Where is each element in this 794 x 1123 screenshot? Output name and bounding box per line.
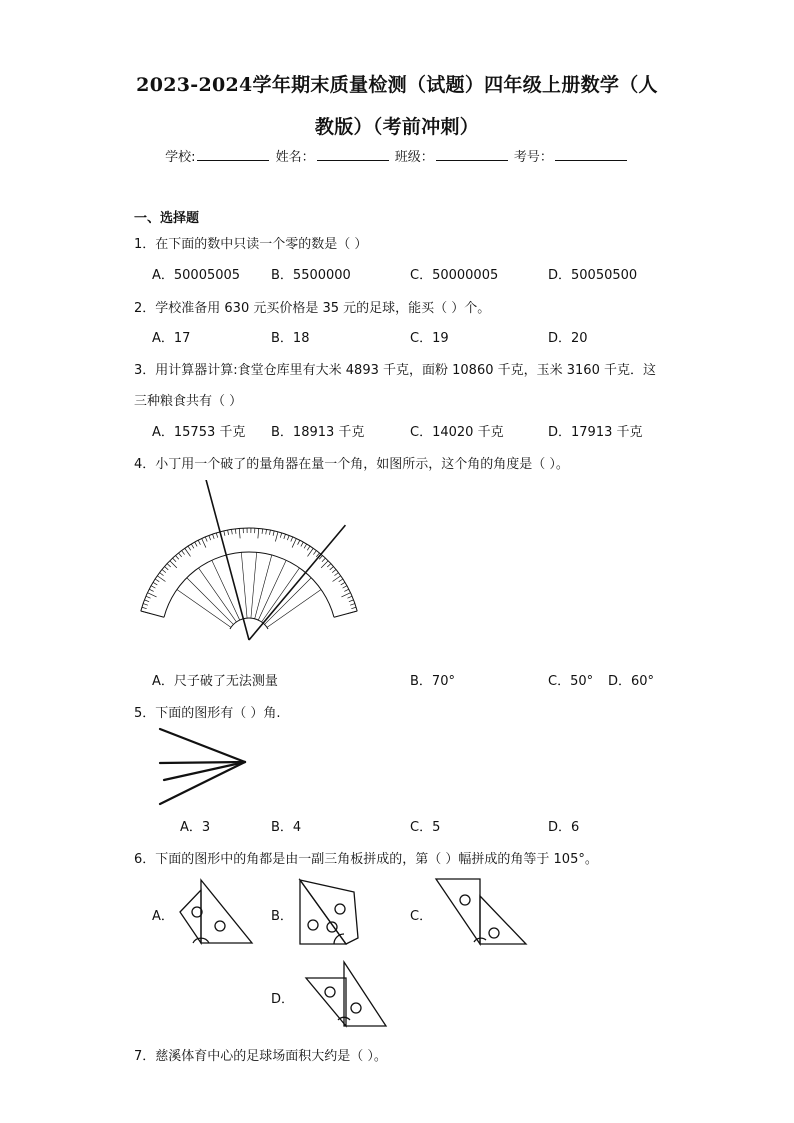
page-title: 2023-2024学年期末质量检测（试题）四年级上册数学（人 [136, 74, 658, 96]
question-4: 4．小丁用一个破了的量角器在量一个角，如图所示，这个角的角度是（ ）。 [134, 457, 569, 472]
section-heading: 一、选择题 [134, 211, 200, 226]
q4-option-a[interactable]: A．尺子破了无法测量 [152, 674, 278, 689]
q3-option-d[interactable]: D．17913 千克 [548, 425, 643, 440]
number-label: 考号： [513, 150, 553, 165]
q2-option-d[interactable]: D．20 [548, 331, 588, 346]
question-3: 3．用计算器计算:食堂仓库里有大米 4893 千克，面粉 10860 千克，玉米 3160 千克．这 [134, 363, 656, 378]
question-2: 2．学校准备用 630 元买价格是 35 元的足球，能买（ ）个。 [134, 301, 491, 316]
q6-option-d[interactable]: D． [271, 992, 295, 1007]
class-blank[interactable] [436, 148, 508, 161]
rays-figure [156, 724, 252, 808]
triangle-figure-d [296, 958, 390, 1032]
q4-option-c[interactable]: C．50° [548, 674, 594, 689]
question-7: 7．慈溪体育中心的足球场面积大约是（ ）。 [134, 1049, 387, 1064]
q2-option-c[interactable]: C．19 [410, 331, 449, 346]
triangle-figure-a [176, 876, 256, 948]
q6-option-c[interactable]: C． [410, 909, 433, 924]
question-5: 5．下面的图形有（ ）角. [134, 706, 281, 721]
triangle-figure-b [296, 876, 362, 948]
student-info [0, 146, 794, 165]
q5-option-d[interactable]: D．6 [548, 820, 580, 835]
q1-option-a[interactable]: A．50005005 [152, 268, 241, 283]
school-blank[interactable] [197, 148, 269, 161]
q3-option-a[interactable]: A．15753 千克 [152, 425, 246, 440]
protractor-figure [134, 480, 374, 656]
q4-option-b[interactable]: B．70° [410, 674, 455, 689]
q2-option-b[interactable]: B．18 [271, 331, 310, 346]
question-1: 1．在下面的数中只读一个零的数是（ ） [134, 237, 368, 252]
q5-option-c[interactable]: C．5 [410, 820, 441, 835]
number-blank[interactable] [555, 148, 627, 161]
q3-option-b[interactable]: B．18913 千克 [271, 425, 365, 440]
q1-option-d[interactable]: D．50050500 [548, 268, 638, 283]
question-6: 6．下面的图形中的角都是由一副三角板拼成的，第（ ）幅拼成的角等于 105°。 [134, 852, 598, 867]
q5-option-b[interactable]: B．4 [271, 820, 302, 835]
school-label: 学校: [165, 150, 196, 165]
page-title-line2: 教版）（考前冲刺） [314, 116, 480, 138]
question-3-line2: 三种粮食共有（ ） [134, 394, 243, 409]
q4-option-d[interactable]: D．60° [608, 674, 655, 689]
name-blank[interactable] [317, 148, 389, 161]
class-label: 班级： [394, 150, 434, 165]
q3-option-c[interactable]: C．14020 千克 [410, 425, 504, 440]
name-label: 姓名： [275, 150, 315, 165]
q6-option-b[interactable]: B． [271, 909, 293, 924]
triangle-figure-c [434, 876, 530, 948]
q1-option-c[interactable]: C．50000005 [410, 268, 499, 283]
q6-option-a[interactable]: A． [152, 909, 174, 924]
q1-option-b[interactable]: B．5500000 [271, 268, 351, 283]
q5-option-a[interactable]: A．3 [180, 820, 211, 835]
q2-option-a[interactable]: A．17 [152, 331, 191, 346]
